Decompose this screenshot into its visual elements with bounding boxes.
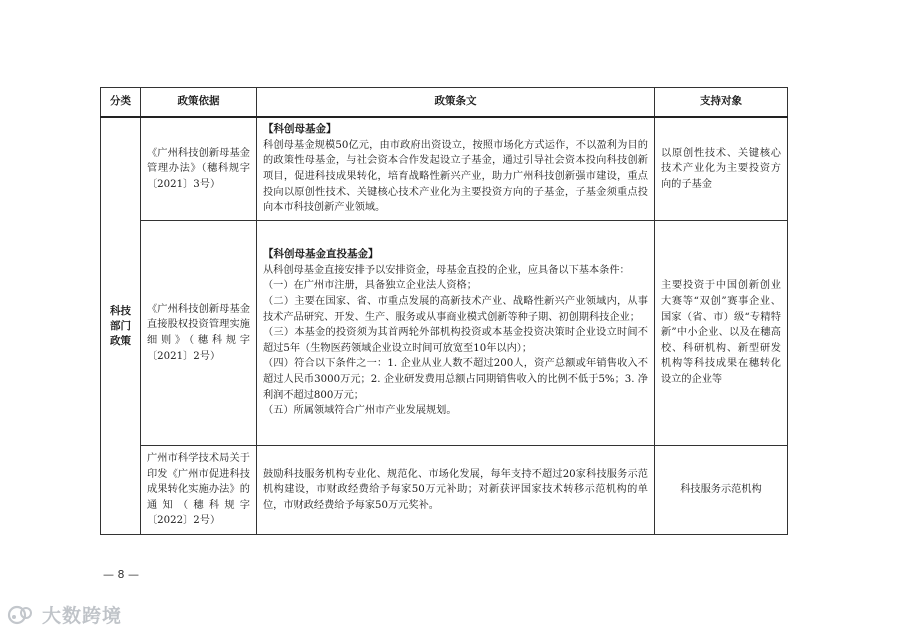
category-line: 部门 [110, 319, 131, 332]
table-header-row [101, 88, 788, 118]
page-number: — 8 — [103, 568, 139, 581]
header-text: 政策条文 [257, 88, 655, 118]
policy-paragraph: 科创母基金规模50亿元，由市政府出资设立，按照市场化方式运作，不以盈利为目的的政策性母基金，与社会资本合作发起设立子基金，通过引导社会资本投向科技创新项目，促进科技成果转化，培育战略性新兴产业，助力广州科技创新强市建设，重点投向以原创性技术、关键核心技术产业化为主要投资方向的子基金，子基金须重点投向本市科技创新产业领域。 [263, 139, 648, 214]
header-basis: 政策依据 [141, 88, 257, 118]
watermark [6, 601, 122, 628]
watermark-text: 大数跨境 [42, 605, 123, 627]
category-line: 科技 [110, 304, 131, 317]
category-line: 政策 [110, 334, 131, 347]
policy-paragraph: 从科创母基金直接安排予以安排资金，母基金直投的企业，应具备以下基本条件： [263, 264, 630, 276]
policy-paragraph: （三）本基金的投资须为其首两轮外部机构投资或本基金投资决策时企业设立时间不超过5年（生物医药领域企业设立时间可放宽至10年以内）； [263, 327, 648, 354]
policy-text-cell [257, 117, 655, 221]
policy-paragraph: （二）主要在国家、省、市重点发展的高新技术产业、战略性新兴产业领域内，从事技术产品研究、开发、生产、服务或从事商业模式创新等种子期、初创期科技企业； [263, 296, 648, 323]
basis-cell: 《广州科技创新母基金管理办法》（穗科规字〔2021〕3号） [141, 117, 257, 221]
policy-text-cell [257, 221, 655, 446]
policy-text-cell [257, 446, 655, 535]
policy-paragraph: （一）在广州市注册，具备独立企业法人资格； [263, 280, 477, 292]
target-cell: 主要投资于中国创新创业大赛等“双创”赛事企业、国家（省、市）级“专精特新”中小企业、以及在穗高校、科研机构、新型研发机构等科技成果在穗转化设立的企业等 [655, 221, 788, 446]
table-row [101, 221, 788, 446]
section-heading: 【科创母基金】 [263, 123, 337, 136]
policy-paragraph: （四）符合以下条件之一：1. 企业从业人数不超过200人，资产总额或年销售收入不超过人民币3000万元；2. 企业研发费用总额占同期销售收入的比例不低于5%；3. 净利润不超过800万元； [263, 358, 648, 401]
policy-paragraph: （五）所属领域符合广州市产业发展规划。 [263, 405, 457, 417]
target-cell: 以原创性技术、关键核心技术产业化为主要投资方向的子基金 [655, 117, 788, 221]
header-target: 支持对象 [655, 88, 788, 118]
section-heading: 【科创母基金直投基金】 [263, 248, 379, 261]
policy-table [100, 87, 788, 535]
basis-cell: 广州市科学技术局关于印发《广州市促进科技成果转化实施办法》的通知（穗科规字〔2022〕2号） [141, 446, 257, 535]
table-row [101, 446, 788, 535]
header-category: 分类 [101, 88, 141, 118]
target-cell: 科技服务示范机构 [655, 446, 788, 535]
basis-cell: 《广州科技创新母基金直接股权投资管理实施细则》（穗科规字〔2021〕2号） [141, 221, 257, 446]
policy-paragraph: 鼓励科技服务机构专业化、规范化、市场化发展，每年支持不超过20家科技服务示范机构建设，市财政经费给予每家50万元补助；对新获评国家技术转移示范机构的单位，市财政经费给予每家50万元奖补。 [263, 468, 648, 511]
category-cell [101, 117, 141, 535]
logo-icon [6, 603, 36, 627]
table-row [101, 117, 788, 221]
